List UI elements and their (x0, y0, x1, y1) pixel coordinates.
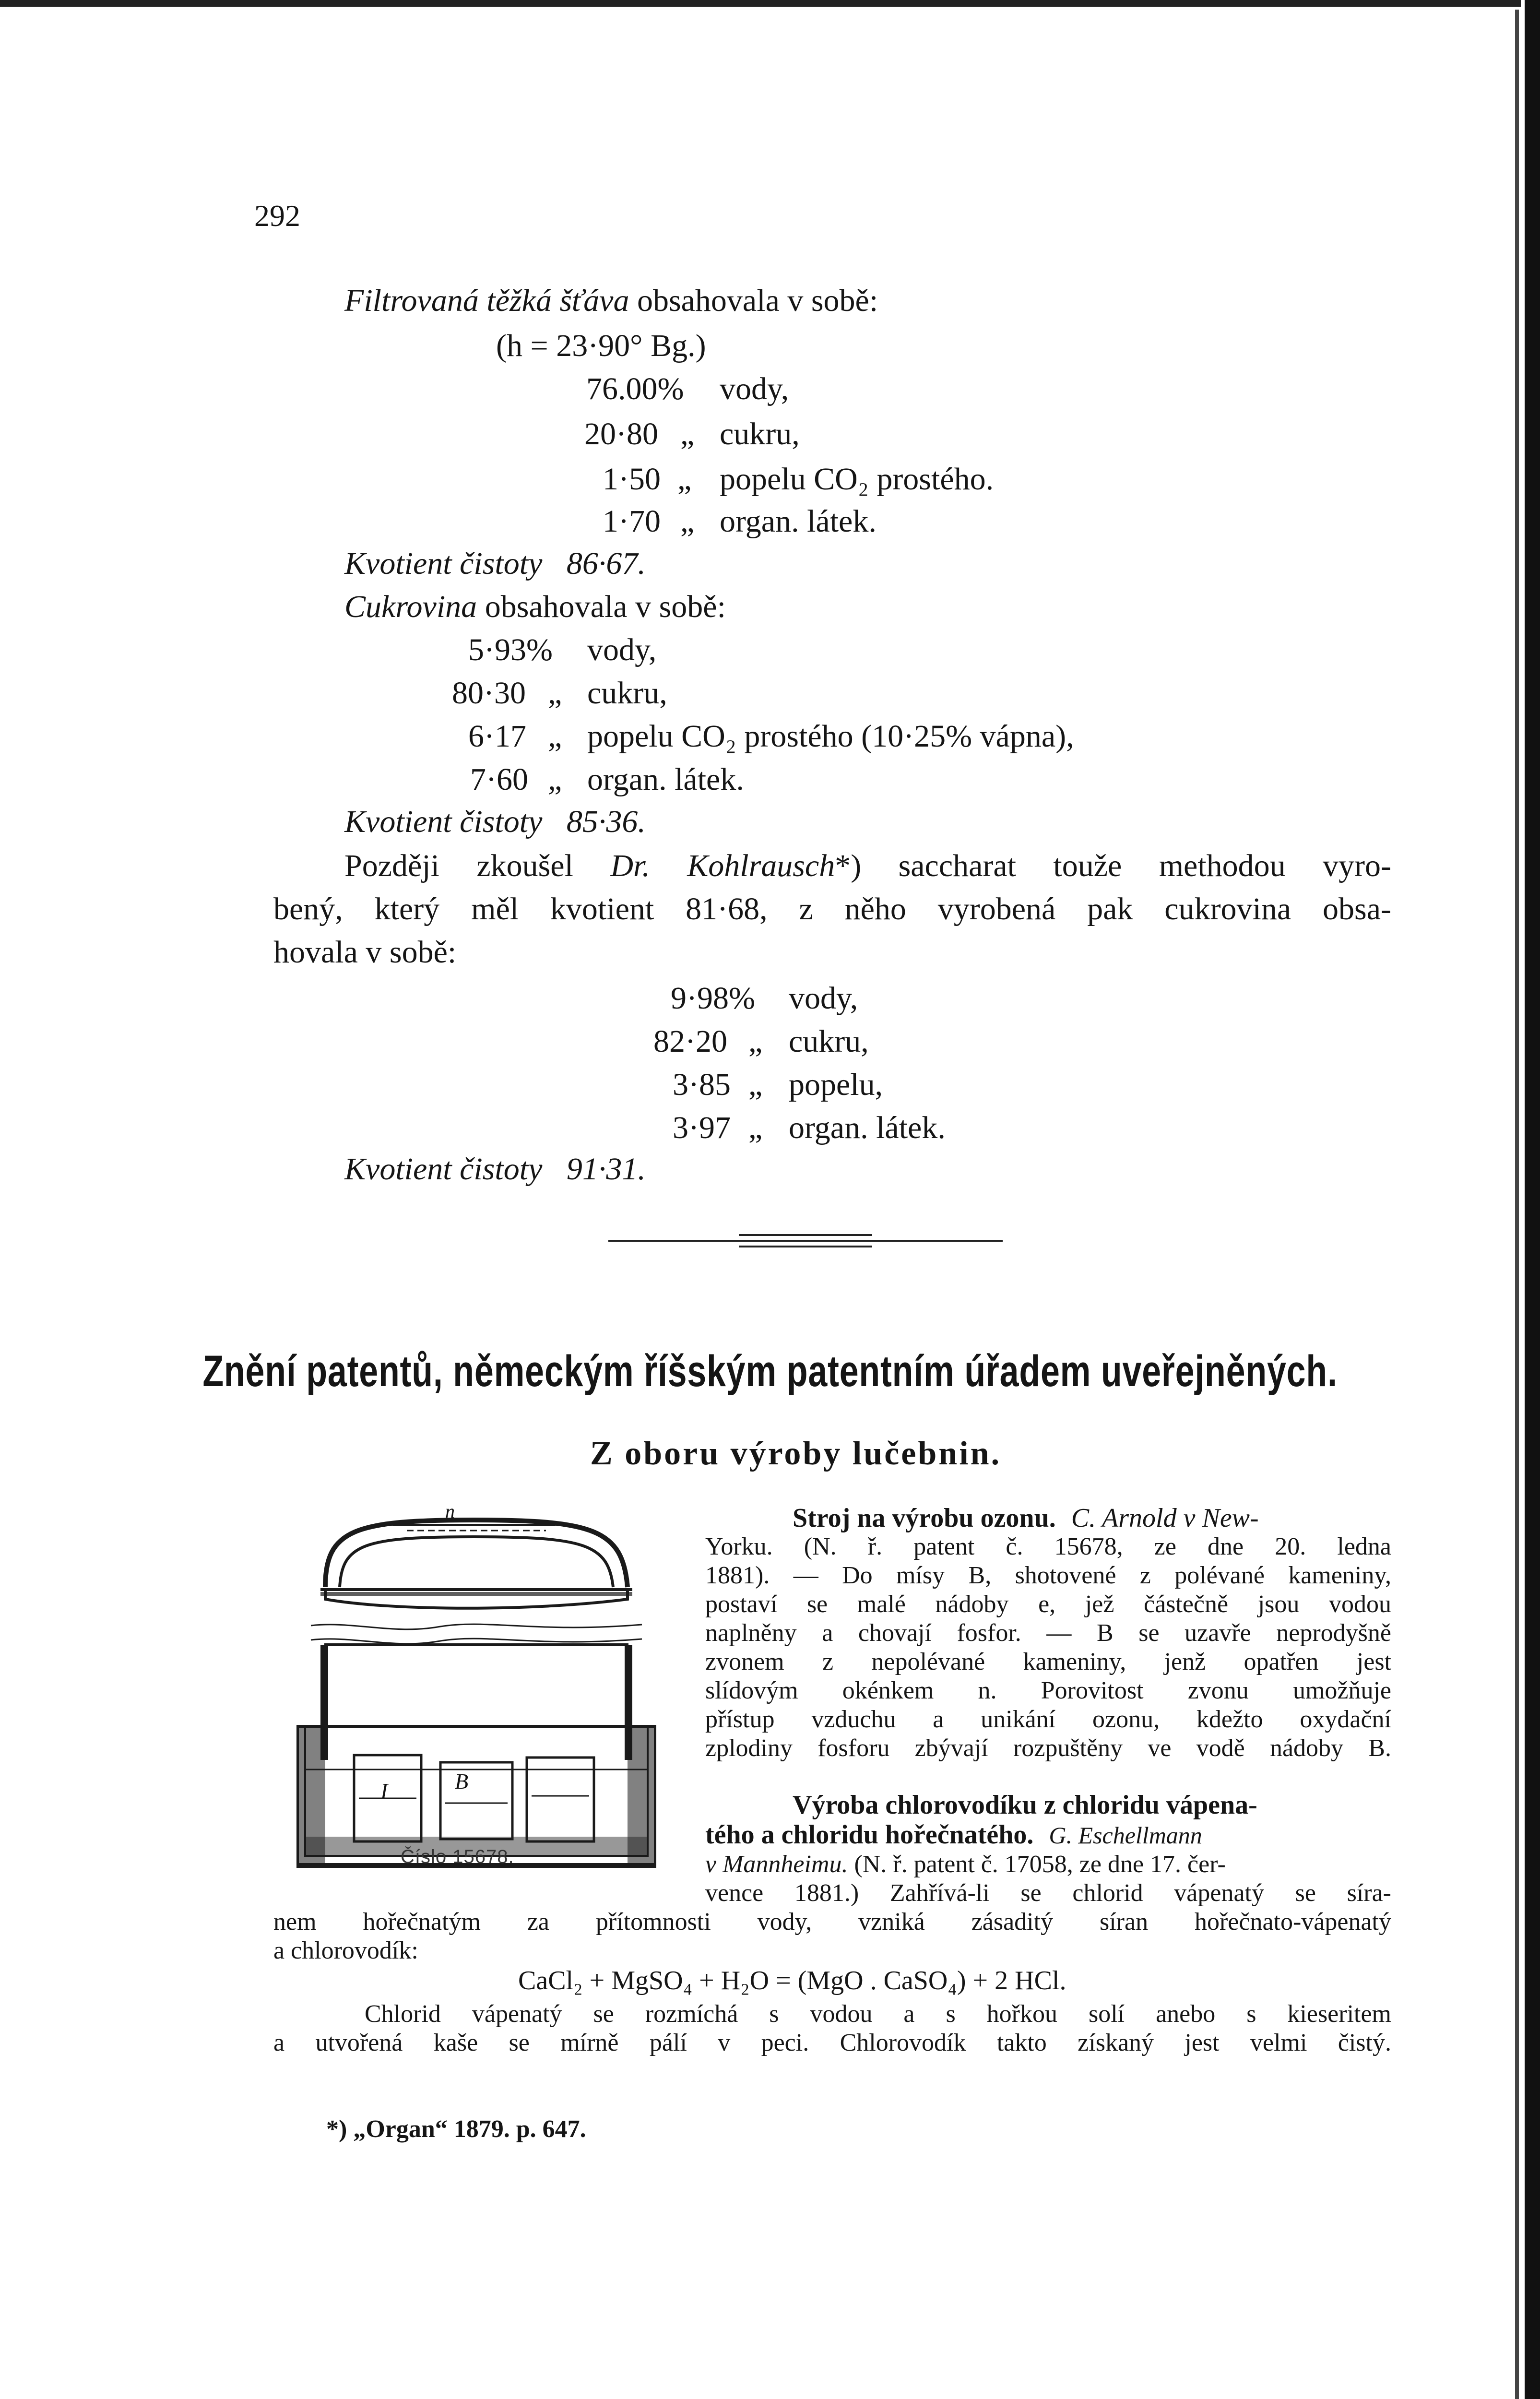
patent1-line: zplodiny fosforu zbývají rozpuštěny ve vodě nádoby B. (705, 1734, 1391, 1762)
section1-intro-rest: obsahovala v sobě: (629, 283, 878, 318)
section2-row-label: vody, (587, 632, 657, 667)
section1-intro (344, 285, 878, 317)
patent1-title (793, 1505, 1259, 1532)
figure-caption: Číslo 15678. (401, 1846, 514, 1867)
section2-row-num: 7·60 (470, 762, 528, 797)
patent2-line3 (705, 1852, 1226, 1877)
section3-quotient (344, 1153, 646, 1185)
footnote: *) „Organ“ 1879. p. 647. (326, 2115, 586, 2143)
section2-row-num: 6·17 (468, 719, 526, 754)
section-divider-accent (739, 1246, 872, 1247)
section3-text: Později zkoušel (344, 848, 611, 883)
section1-intro-italic: Filtrovaná těžká šťáva (344, 283, 629, 318)
section3-row-num: 9·98% (671, 981, 755, 1016)
section2-row-label: popelu CO₂ prostého (10·25% vápna), (587, 719, 1074, 754)
section2-row-num: 5·93% (468, 632, 553, 667)
patent1-author: C. Arnold v New- (1071, 1503, 1259, 1533)
section3-row-ditto: „ (748, 1067, 763, 1102)
section3-line3: hovala v sobě: (273, 935, 457, 970)
section2-row-num: 80·30 (452, 676, 526, 711)
section1-row-num: 76.00% (586, 371, 684, 406)
section2-intro-rest: obsahovala v sobě: (477, 589, 726, 624)
page-number: 292 (254, 199, 300, 233)
section3-row-label: vody, (789, 981, 858, 1016)
section-divider (608, 1240, 1003, 1242)
ozone-apparatus-figure (296, 1501, 656, 1875)
patent1-line: 1881). — Do mísy B, shotovené z polévané kameniny, (705, 1562, 1391, 1589)
patent2-text: (N. ř. patent č. 17058, ze dne 17. čer- (848, 1851, 1226, 1878)
section2-row-ditto: „ (548, 719, 562, 754)
section2-row-label: organ. látek. (587, 762, 744, 797)
chemical-equation: CaCl₂ + MgSO₄ + H₂O = (MgO . CaSO₄) + 2 HCl. (518, 1966, 1066, 1995)
section3-row-ditto: „ (748, 1110, 763, 1145)
quotient-label: Kvotient čistoty (344, 546, 543, 581)
section2-intro-italic: Cukrovina (344, 589, 477, 624)
section3-line2: bený, který měl kvotient 81·68, z něho vyrobená pak cukrovina obsa- (273, 891, 1391, 926)
figure-label-i: I (380, 1779, 388, 1803)
person-name: Dr. Kohlrausch (610, 848, 835, 883)
section3-row-label: popelu, (789, 1067, 883, 1102)
section1-row-label: popelu CO₂ prostého. (720, 462, 994, 497)
quotient-value: 86·67. (566, 546, 646, 581)
section3-row-num: 3·85 (673, 1067, 731, 1102)
patent1-line: přístup vzduchu a unikání ozonu, kdežto oxydační (705, 1706, 1391, 1733)
section1-row-label: organ. látek. (720, 504, 877, 539)
section2-row-label: cukru, (587, 676, 667, 711)
section3-line1 (344, 850, 1391, 882)
section3-row-label: cukru, (789, 1024, 869, 1059)
quotient-label: Kvotient čistoty (344, 1152, 543, 1187)
patent1-line: slídovým okénkem n. Porovitost zvonu umožňuje (705, 1677, 1391, 1704)
patent2-city: v Mannheimu. (705, 1851, 848, 1878)
section2-row-ditto: „ (548, 676, 562, 711)
section2-row-ditto: „ (548, 762, 562, 797)
section2-quotient (344, 806, 646, 838)
section3-row-num: 82·20 (653, 1024, 727, 1059)
patent1-line: zvonem z nepolévané kameniny, jenž opatřen jest (705, 1648, 1391, 1675)
quotient-label: Kvotient čistoty (344, 804, 543, 839)
section3-text: *) saccharat touže methodou vyro- (835, 848, 1391, 883)
section-divider-accent (739, 1234, 872, 1236)
subheading: Z oboru výroby lučebnin. (590, 1435, 1002, 1472)
section1-row-num: 1·50 (603, 462, 661, 497)
scan-border-right-inner (1515, 10, 1519, 2399)
section1-row-ditto: „ (680, 504, 695, 539)
section3-row-ditto: „ (748, 1024, 763, 1059)
patent1-line: postaví se malé nádoby e, jež částečně jsou vodou (705, 1591, 1391, 1618)
section1-row-ditto: „ (677, 462, 692, 497)
section1-density: (h = 23·90° Bg.) (496, 328, 706, 363)
patent2-title-text: tého a chloridu hořečnatého. (705, 1820, 1034, 1850)
figure-label-b: B (455, 1769, 469, 1793)
patent2-line8: a utvořená kaše se mírně pálí v peci. Chlorovodík takto získaný jest velmi čistý. (273, 2029, 1391, 2056)
section3-row-num: 3·97 (673, 1110, 731, 1145)
section1-row-num: 1·70 (603, 504, 661, 539)
section1-quotient (344, 548, 646, 580)
patent2-author: G. Eschellmann (1049, 1822, 1202, 1849)
scan-border-right (1525, 0, 1540, 2399)
section2-intro (344, 591, 726, 623)
quotient-value: 85·36. (566, 804, 646, 839)
patent2-line4: vence 1881.) Zahřívá-li se chlorid vápenatý se síra- (705, 1879, 1391, 1907)
section1-row-label: cukru, (720, 416, 800, 451)
section1-row-num: 20·80 (584, 416, 658, 451)
patent1-line: Yorku. (N. ř. patent č. 15678, ze dne 20. ledna (705, 1533, 1391, 1560)
patent1-line: naplněny a chovají fosfor. — B se uzavře neprodyšně (705, 1619, 1391, 1647)
patent2-title-line2 (705, 1821, 1202, 1848)
main-heading: Znění patentů, německým říšským patentním úřadem uveřejněných. (202, 1347, 1338, 1396)
section3-row-label: organ. látek. (789, 1110, 946, 1145)
patent2-line7: Chlorid vápenatý se rozmíchá s vodou a s hořkou solí anebo s kieseritem (365, 2000, 1391, 2028)
patent2-title-line1: Výroba chlorovodíku z chloridu vápena- (793, 1790, 1257, 1820)
section1-row-label: vody, (720, 371, 789, 406)
quotient-value: 91·31. (566, 1152, 646, 1187)
patent2-line5: nem hořečnatým za přítomnosti vody, vzniká zásaditý síran hořečnato-vápenatý (273, 1908, 1391, 1936)
patent1-title-text: Stroj na výrobu ozonu. (793, 1503, 1056, 1533)
scan-border-top (0, 0, 1521, 7)
figure-label-n: n (445, 1501, 455, 1522)
section1-row-ditto: „ (680, 416, 695, 451)
patent2-line6: a chlorovodík: (273, 1937, 418, 1964)
